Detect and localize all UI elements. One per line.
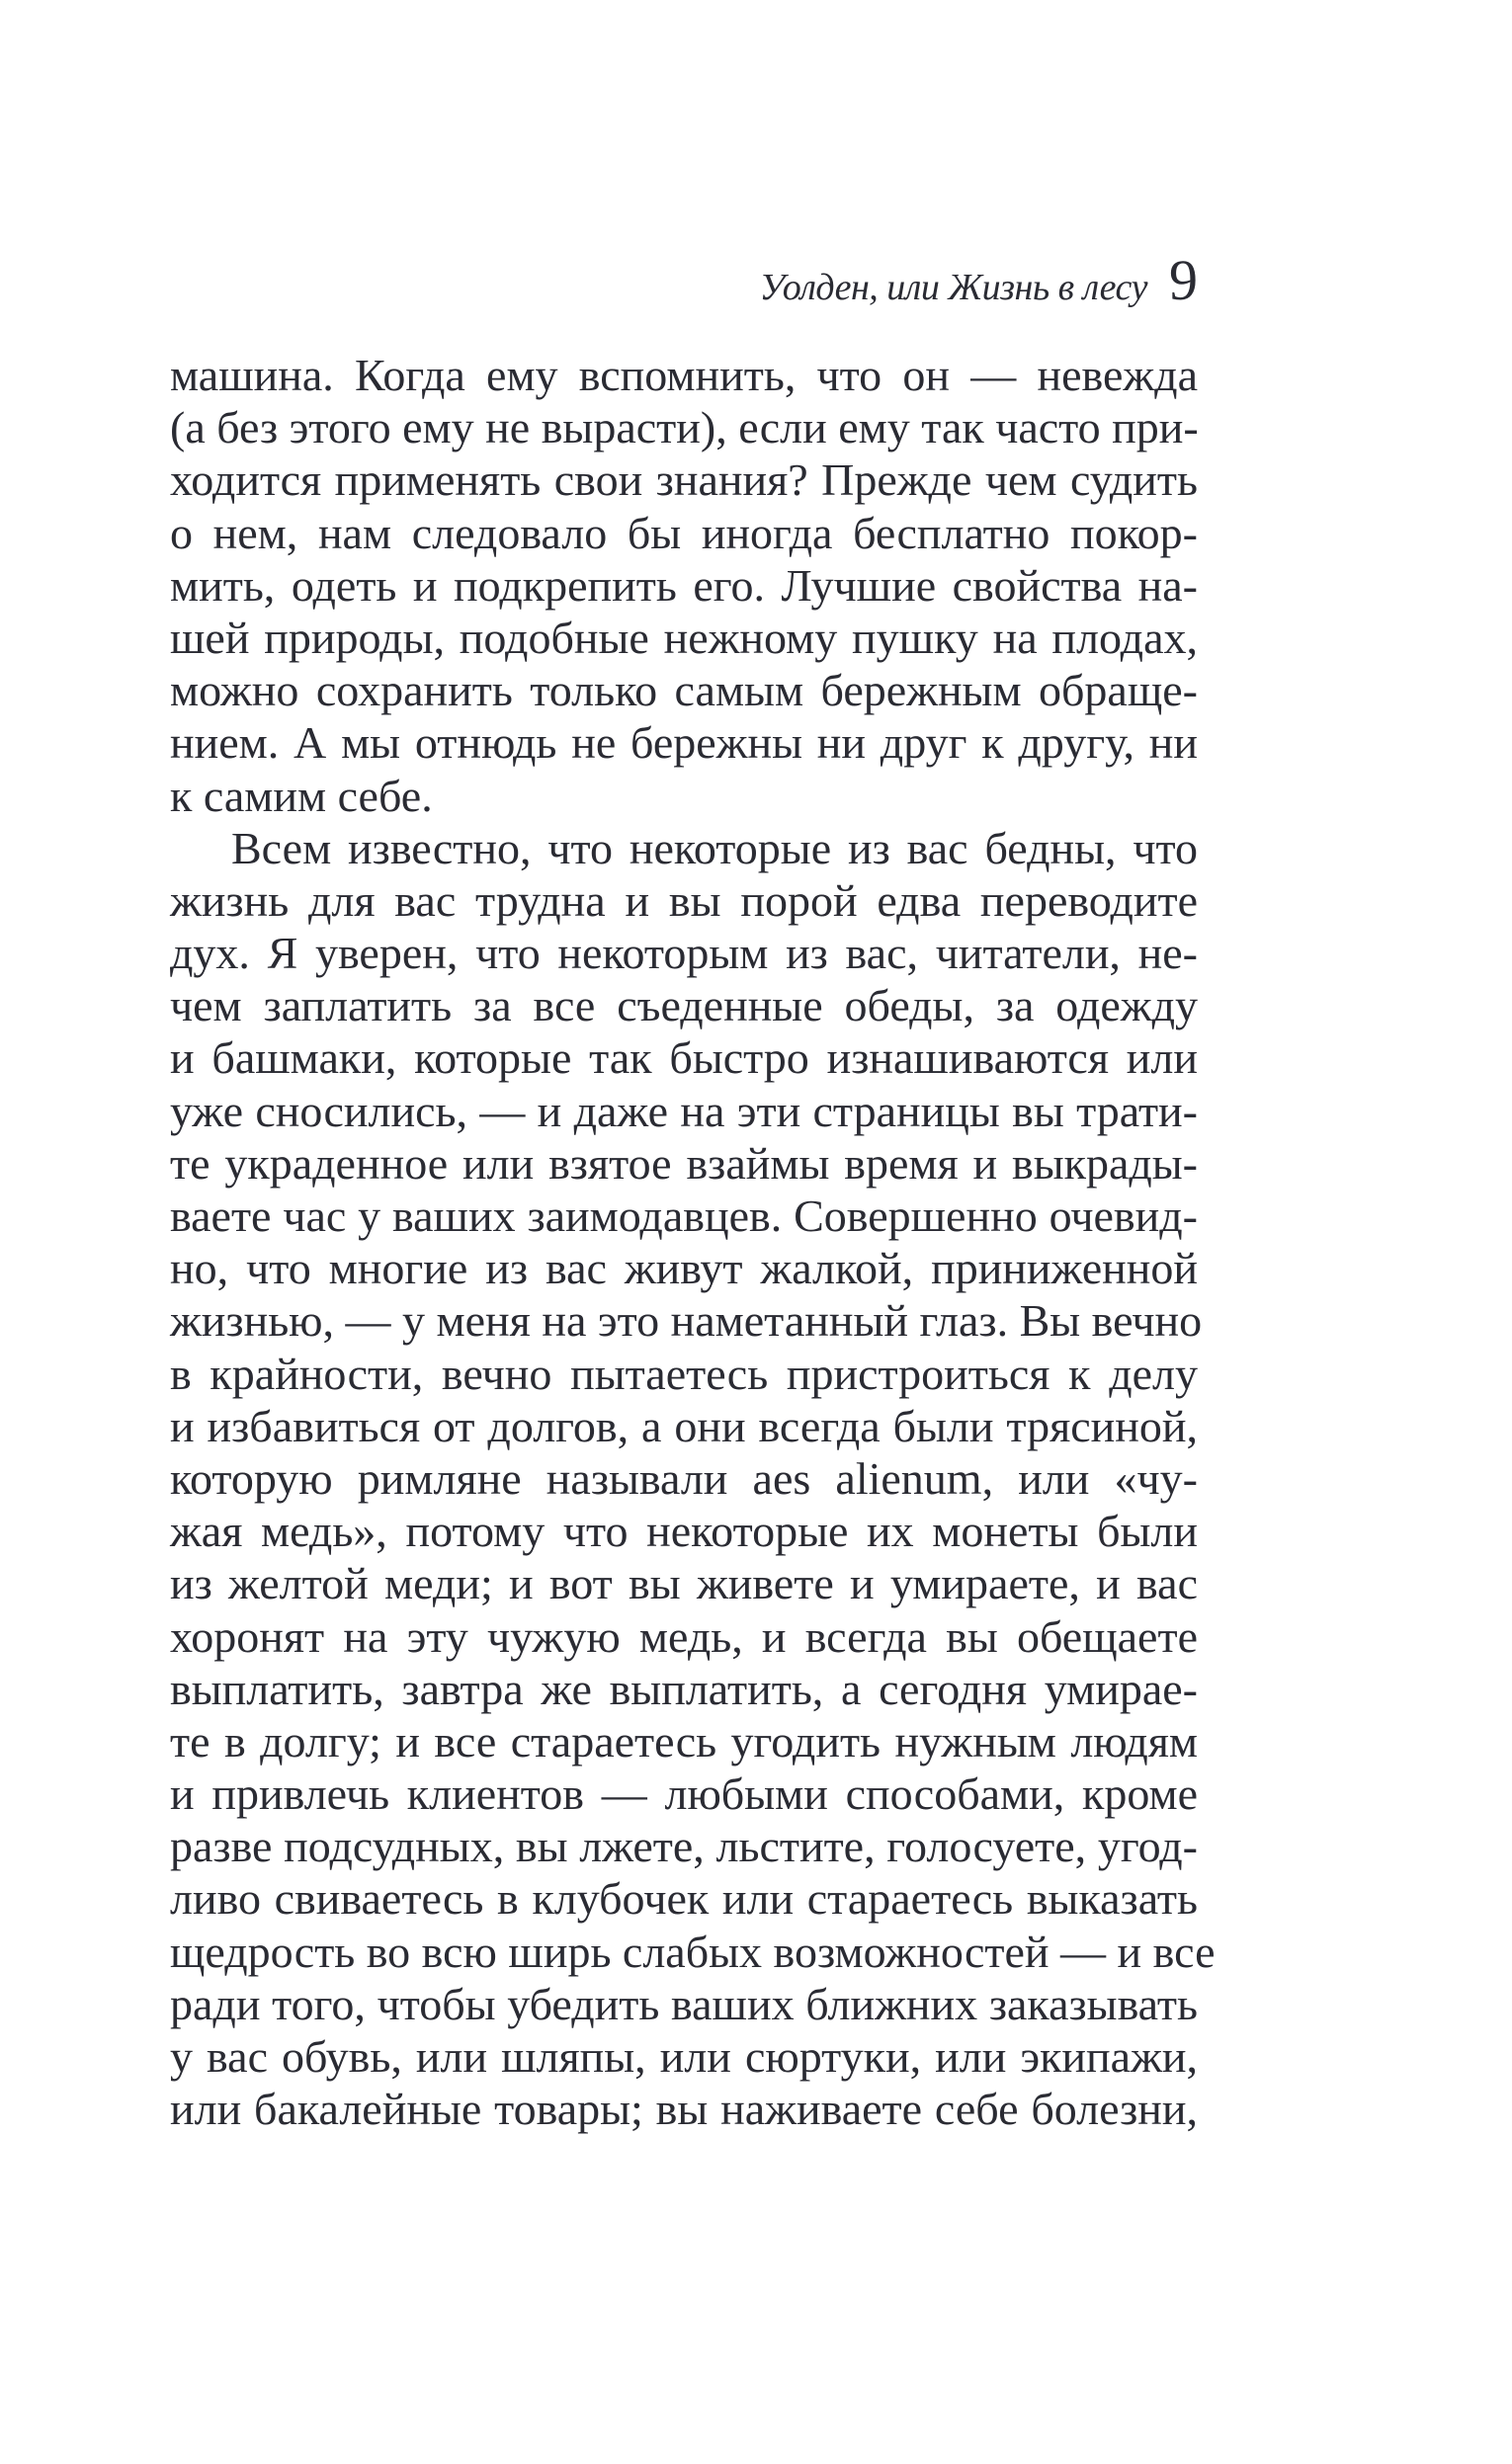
text-line: ваете час у ваших заимодавцев. Совершенно очевид- — [170, 1191, 1198, 1241]
paragraph — [170, 349, 1198, 822]
body-text — [170, 349, 1216, 2135]
text-line: чем заплатить за все съеденные обеды, за одежду — [170, 980, 1198, 1031]
text-line: хоронят на эту чужую медь, и всегда вы обещаете — [170, 1610, 1198, 1662]
text-line: (а без этого ему не вырасти), если ему так часто при- — [170, 402, 1199, 453]
text-line: и башмаки, которые так быстро изнашиваются или — [170, 1032, 1198, 1084]
text-line: у вас обувь, или шляпы, или сюртуки, или экипажи, — [170, 2031, 1198, 2082]
text-line: и избавиться от долгов, а они всегда были трясиной, — [170, 1400, 1198, 1451]
text-line: разве подсудных, вы лжете, льстите, голосуете, угод- — [170, 1821, 1198, 1872]
running-title: Уолден, или Жизнь в лесу — [759, 267, 1147, 308]
text-line: те в долгу; и все стараетесь угодить нужным людям — [170, 1715, 1198, 1766]
text-line: которую римляне называли aes alienum, или «чу- — [170, 1452, 1198, 1504]
text-line: дух. Я уверен, что некоторым из вас, читатели, не- — [170, 928, 1198, 979]
text-line: выплатить, завтра же выплатить, а сегодня умирае- — [170, 1663, 1198, 1714]
text-line: жая медь», потому что некоторые их монеты были — [170, 1506, 1198, 1557]
text-line: Всем известно, что некоторые из вас бедны, что — [231, 822, 1198, 873]
page-number: 9 — [1169, 248, 1198, 312]
text-line: ходится применять свои знания? Прежде чем судить — [170, 454, 1198, 506]
text-line: уже сносились, — и даже на эти страницы вы трати- — [170, 1085, 1198, 1136]
text-line: жизнью, — у меня на это наметанный глаз. Вы вечно — [170, 1295, 1203, 1347]
text-line: о нем, нам следовало бы иногда бесплатно покор- — [170, 507, 1198, 558]
text-line: машина. Когда ему вспомнить, что он — невежда — [170, 350, 1198, 400]
text-line: жизнь для вас трудна и вы порой едва переводите — [170, 874, 1198, 926]
text-line: те украденное или взятое взаймы время и выкрады- — [170, 1137, 1198, 1189]
paragraph — [170, 822, 1216, 2136]
text-line: шей природы, подобные нежному пушку на плодах, — [170, 612, 1198, 663]
text-line: нием. А мы отнюдь не бережны ни друг к другу, ни — [170, 717, 1198, 769]
text-line: можно сохранить только самым бережным обраще- — [170, 665, 1198, 716]
text-line: ливо свиваетесь в клубочек или стараетесь выказать — [170, 1873, 1198, 1925]
text-line: к самим себе. — [170, 770, 433, 821]
text-line: ради того, чтобы убедить ваших ближних заказывать — [170, 1978, 1198, 2029]
text-line: и привлечь клиентов — любыми способами, кроме — [170, 1768, 1198, 1820]
text-line: но, что многие из вас живут жалкой, приниженной — [170, 1243, 1198, 1294]
text-line: щедрость во всю ширь слабых возможностей — и все — [170, 1926, 1216, 1977]
text-line: из желтой меди; и вот вы живете и умираете, и вас — [170, 1558, 1198, 1609]
text-line: или бакалейные товары; вы наживаете себе болезни, — [170, 2084, 1198, 2135]
text-line: мить, одеть и подкрепить его. Лучшие свойства на- — [170, 559, 1198, 611]
running-header — [170, 247, 1198, 316]
text-line: в крайности, вечно пытаетесь пристроиться к делу — [170, 1348, 1198, 1399]
